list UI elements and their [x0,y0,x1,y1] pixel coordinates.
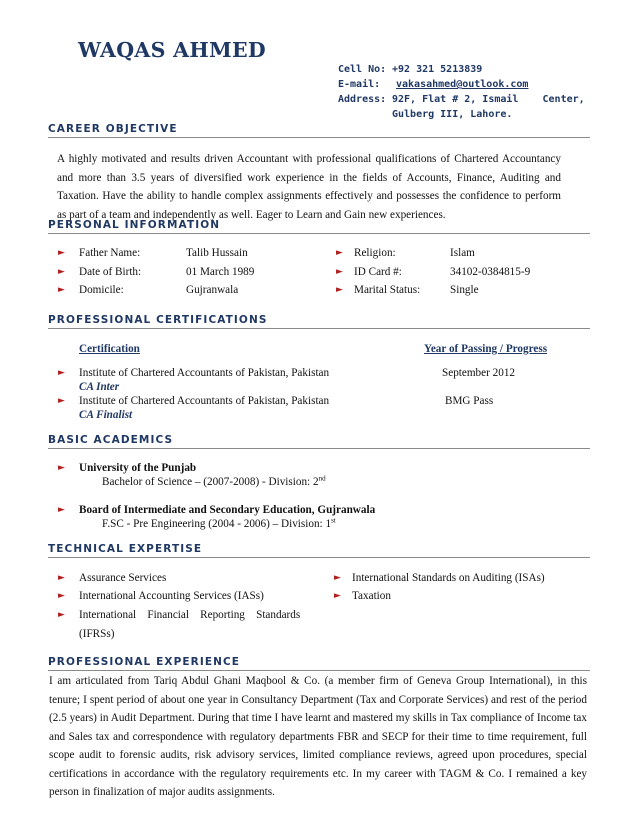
certifications-heading: PROFESSIONAL CERTIFICATIONS [48,313,590,329]
triangle-right-icon: ► [58,463,65,473]
triangle-right-icon: ► [58,396,65,406]
religion-value: Islam [450,247,475,259]
professional-experience-heading: PROFESSIONAL EXPERIENCE [48,655,590,671]
address-line-1: 92F, Flat # 2, Ismail Center, [392,94,585,105]
triangle-right-icon: ► [58,368,65,378]
triangle-right-icon: ► [336,285,343,295]
certification-column-header: Certification [79,343,140,355]
triangle-right-icon: ► [58,573,65,583]
father-name-value: Talib Hussain [186,247,248,259]
triangle-right-icon: ► [58,267,65,277]
cert-level: CA Inter [79,381,120,393]
career-objective-text: A highly motivated and results driven Accountant with professional qualifications of Chartered Accountancy and more than 3.5 years of diversified work experience in the fields of Accounts, Finance, Auditing and Taxation. Have the ability to handle complex assignments effectively and possesses the confidence to perform as part of a team and independently as well. Eager to Learn and Gain new experiences. [57,153,561,221]
triangle-right-icon: ► [58,591,65,601]
id-card-value: 34102-0384815-9 [450,266,531,278]
skill-item: Assurance Services [79,572,167,584]
email-link[interactable]: vakasahmed@outlook.com [396,79,529,90]
triangle-right-icon: ► [334,573,341,583]
cert-institute: Institute of Chartered Accountants of Pakistan, Pakistan [79,367,330,379]
cert-institute: Institute of Chartered Accountants of Pakistan, Pakistan [79,395,330,407]
triangle-right-icon: ► [336,267,343,277]
skill-item-continued: (IFRSs) [79,628,115,640]
candidate-name: WAQAS AHMED [78,38,266,62]
triangle-right-icon: ► [58,610,65,620]
cell-label: Cell No: [338,64,387,75]
triangle-right-icon: ► [334,591,341,601]
domicile-value: Gujranwala [186,284,239,296]
skill-item: International Accounting Services (IASs) [79,590,264,602]
academic-detail: F.SC - Pre Engineering (2004 - 2006) – Division: 1st [102,516,336,530]
address-label: Address: [338,94,387,105]
dob-value: 01 March 1989 [186,266,255,278]
cert-status: BMG Pass [445,395,494,407]
academic-detail-sup: nd [318,474,326,483]
domicile-label: Domicile: [79,284,124,296]
basic-academics-heading: BASIC ACADEMICS [48,433,590,449]
email-label: E-mail: [338,79,381,90]
skill-item: International Standards on Auditing (ISAs) [352,572,545,584]
academic-institution: Board of Intermediate and Secondary Education, Gujranwala [79,504,376,516]
technical-expertise-heading: TECHNICAL EXPERTISE [48,542,590,558]
religion-label: Religion: [354,247,396,259]
year-column-header: Year of Passing / Progress [424,343,548,355]
dob-label: Date of Birth: [79,266,142,278]
marital-status-label: Marital Status: [354,284,421,296]
triangle-right-icon: ► [58,248,65,258]
professional-experience-text: I am articulated from Tariq Abdul Ghani Maqbool & Co. (a member firm of Geneva Group International), in this tenure; I spent period of about one year in Consultancy Department (Tax and Corporate Services) and rest of the period (2.5 years) in Audit Department. During that time I have learnt and mastered my skills in Tax compliance of Income tax and Sales tax and correspondence with regulatory departments FBR and SECP for their time to time requirement, full scope audit to forensic audits, risk advisory services, limited compliance reviews, agreed upon procedures, special certifications in accordance with the regulatory requirements etc. In my career with TAGM & Co. I remained a key person in finalization of major audits assignments. [49,675,587,798]
triangle-right-icon: ► [58,505,65,515]
triangle-right-icon: ► [336,248,343,258]
career-objective-heading: CAREER OBJECTIVE [48,122,590,138]
cert-status: September 2012 [442,367,516,379]
cert-level: CA Finalist [79,409,133,421]
marital-status-value: Single [450,284,479,296]
father-name-label: Father Name: [79,247,141,259]
personal-information-heading: PERSONAL INFORMATION [48,218,590,234]
skill-item: Taxation [352,590,391,602]
cell-value: +92 321 5213839 [392,64,483,75]
academic-institution: University of the Punjab [79,462,197,474]
skill-item: International Financial Reporting Standards [79,609,301,621]
academic-detail: Bachelor of Science – (2007-2008) - Division: 2nd [102,474,326,488]
address-line-2: Gulberg III, Lahore. [392,109,513,120]
triangle-right-icon: ► [58,285,65,295]
id-card-label: ID Card #: [354,266,402,278]
academic-detail-sup: st [331,516,336,525]
